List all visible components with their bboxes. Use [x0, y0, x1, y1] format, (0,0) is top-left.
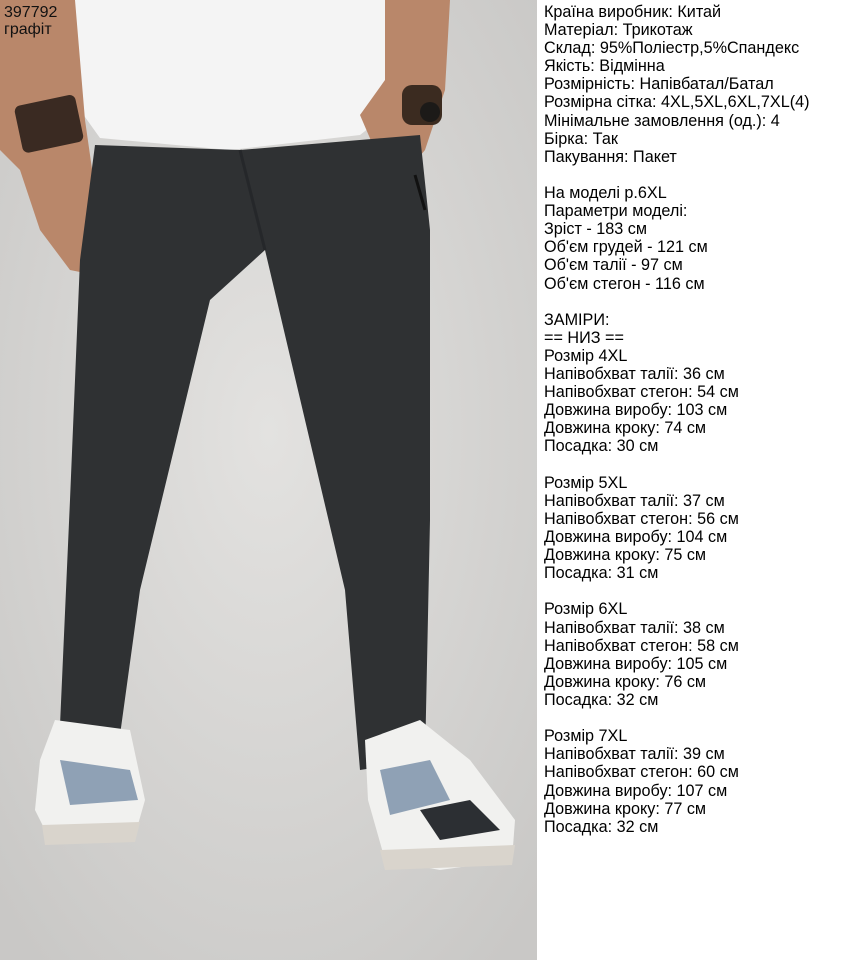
t-shirt: [70, 0, 395, 150]
size-block-5xl: [544, 474, 850, 583]
measurements-subtitle: == НИЗ ==: [544, 328, 624, 347]
spec-lines: [544, 3, 850, 166]
size-line: Довжина виробу: 107 см: [544, 781, 728, 800]
size-line: Довжина кроку: 75 см: [544, 546, 707, 565]
size-block-4xl: [544, 347, 850, 456]
size-line: Напівобхват стегон: 60 см: [544, 763, 739, 782]
size-line: Напівобхват талії: 38 см: [544, 618, 725, 637]
spec-line: Країна виробник: Китай: [544, 3, 722, 21]
size-line: Посадка: 30 см: [544, 437, 659, 456]
size-block-7xl: [544, 727, 850, 836]
size-line: Довжина кроку: 77 см: [544, 799, 707, 818]
size-title: Розмір 5XL: [544, 473, 628, 492]
size-line: Довжина виробу: 104 см: [544, 528, 728, 546]
size-line: Напівобхват стегон: 58 см: [544, 636, 739, 655]
size-line: Посадка: 32 см: [544, 690, 659, 709]
size-block-6xl: [544, 600, 850, 709]
product-color: графіт: [4, 21, 52, 38]
size-title: Розмір 4XL: [544, 346, 628, 365]
size-line: Напівобхват талії: 37 см: [544, 491, 725, 510]
product-code: 397792: [4, 4, 58, 21]
size-line: Довжина виробу: 103 см: [544, 401, 728, 420]
measurements: [544, 311, 850, 836]
spec-line: Матеріал: Трикотаж: [544, 21, 693, 40]
model-params: [544, 184, 850, 293]
size-line: Довжина виробу: 105 см: [544, 654, 728, 673]
spec-line: Якість: Відмінна: [544, 57, 665, 76]
size-title: Розмір 6XL: [544, 600, 628, 619]
spec-line: Пакування: Пакет: [544, 147, 677, 166]
spec-line: Розмірна сітка: 4XL,5XL,6XL,7XL(4): [544, 93, 810, 112]
size-title: Розмір 7XL: [544, 727, 628, 746]
model-line: Об'єм талії - 97 см: [544, 256, 683, 275]
spec-line: Мінімальне замовлення (од.): 4: [544, 111, 780, 130]
size-line: Напівобхват талії: 36 см: [544, 365, 725, 384]
spec-line: Розмірність: Напівбатал/Батал: [544, 75, 774, 94]
model-line: Зріст - 183 см: [544, 220, 647, 239]
size-line: Посадка: 32 см: [544, 817, 659, 836]
model-line: Об'єм стегон - 116 см: [544, 274, 705, 293]
size-line: Напівобхват стегон: 56 см: [544, 509, 739, 528]
model-line: Параметри моделі:: [544, 202, 688, 221]
size-line: Посадка: 31 см: [544, 564, 659, 583]
size-line: Напівобхват стегон: 54 см: [544, 383, 739, 402]
measurements-title: ЗАМІРИ:: [544, 310, 610, 329]
size-line: Довжина кроку: 76 см: [544, 672, 707, 691]
specs-panel: [544, 3, 850, 836]
product-label: [4, 4, 57, 38]
model-line: Об'єм грудей - 121 см: [544, 238, 708, 257]
model-line: На моделі р.6XL: [544, 184, 667, 203]
spec-line: Бірка: Так: [544, 129, 618, 148]
size-line: Довжина кроку: 74 см: [544, 419, 707, 438]
size-line: Напівобхват талії: 39 см: [544, 745, 725, 764]
spec-line: Склад: 95%Поліестр,5%Спандекс: [544, 39, 800, 58]
